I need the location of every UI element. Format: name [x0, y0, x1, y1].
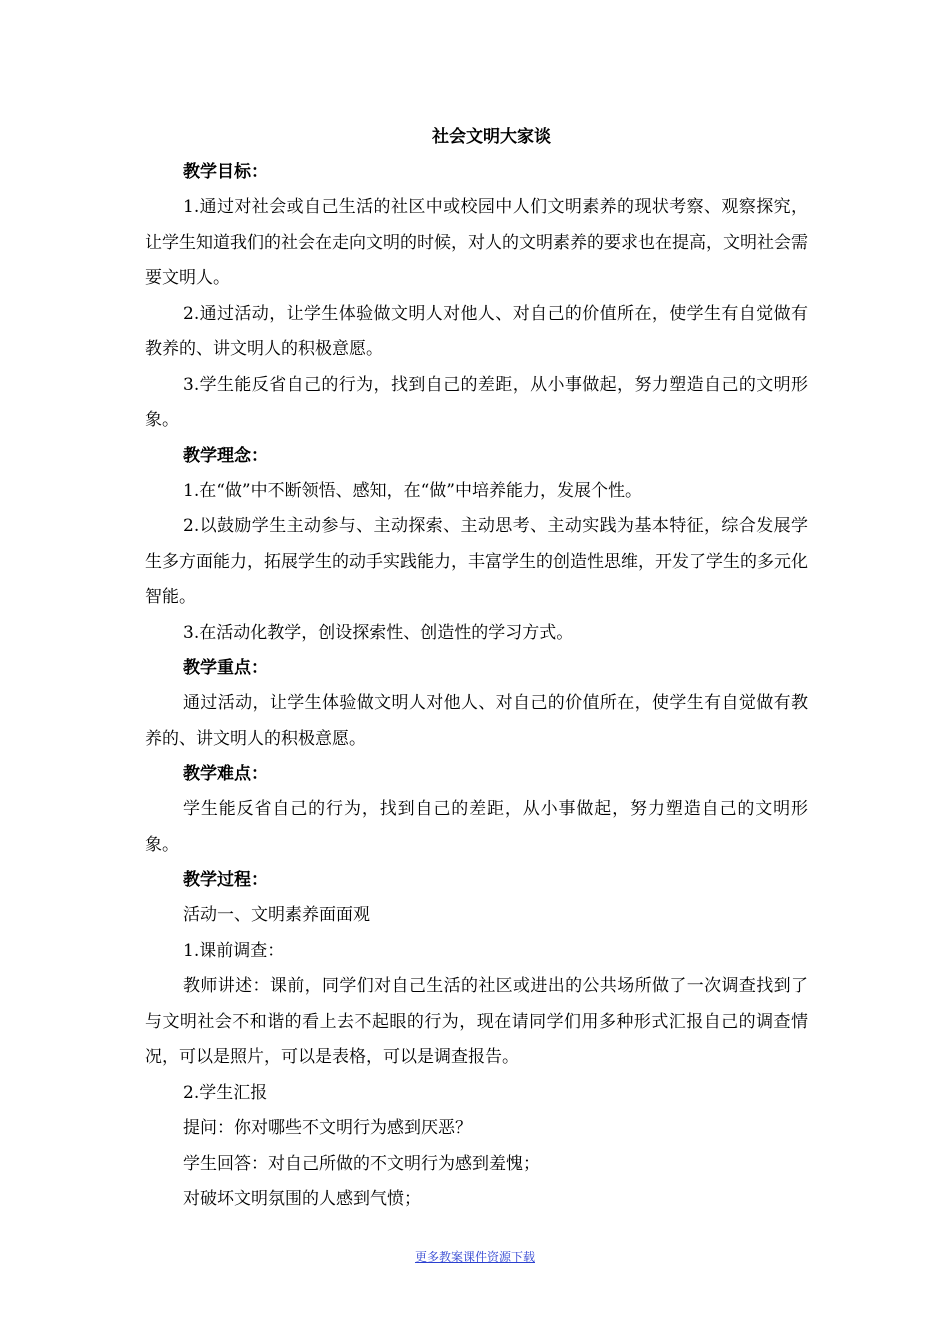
paragraph: 2.以鼓励学生主动参与、主动探索、主动思考、主动实践为基本特征，综合发展学生多方面能力，拓展学生的动手实践能力，丰富学生的创造性思维，开发了学生的多元化智能。: [145, 516, 808, 607]
paragraph: 通过活动，让学生体验做文明人对他人、对自己的价值所在，使学生有自觉做有教养的、讲文明人的积极意愿。: [145, 693, 808, 749]
paragraph: 学生能反省自己的行为，找到自己的差距，从小事做起，努力塑造自己的文明形象。: [145, 799, 808, 855]
paragraph: 提问：你对哪些不文明行为感到厌恶？: [183, 1118, 472, 1138]
section-objectives: [145, 155, 808, 439]
paragraph: 1.通过对社会或自己生活的社区中或校园中人们文明素养的现状考察、观察探究，让学生知道我们的社会在走向文明的时候，对人的文明素养的要求也在提高，文明社会需要文明人。: [145, 197, 808, 288]
section-philosophy: [145, 439, 808, 652]
paragraph: 教师讲述：课前，同学们对自己生活的社区或进出的公共场所做了一次调查找到了与文明社会不和谐的看上去不起眼的行为，现在请同学们用多种形式汇报自己的调查情况，可以是照片，可以是表格，可以是调查报告。: [145, 976, 808, 1067]
paragraph: 活动一、文明素养面面观: [183, 905, 370, 925]
document-title: 社会文明大家谈: [432, 127, 551, 147]
section-key-points: [145, 651, 808, 757]
paragraph: 1.在“做”中不断领悟、感知，在“做”中培养能力，发展个性。: [183, 480, 642, 501]
section-difficulties: [145, 757, 808, 863]
paragraph: 1.课前调查：: [183, 940, 285, 961]
paragraph: 2.学生汇报: [183, 1082, 268, 1103]
section-heading: 教学重点：: [183, 658, 268, 678]
section-process: [145, 863, 808, 1218]
document-body: [145, 120, 808, 1218]
paragraph: 2.通过活动，让学生体验做文明人对他人、对自己的价值所在，使学生有自觉做有教养的、讲文明人的积极意愿。: [145, 303, 808, 359]
paragraph: 对破坏文明氛围的人感到气愤；: [183, 1189, 421, 1209]
section-heading: 教学理念：: [183, 445, 268, 466]
resource-download-link[interactable]: 更多教案课件资源下载: [414, 1250, 535, 1264]
page-footer: [0, 1249, 950, 1265]
paragraph: 学生回答：对自己所做的不文明行为感到羞愧；: [183, 1153, 540, 1174]
section-heading: 教学过程：: [183, 870, 268, 890]
section-heading: 教学难点：: [183, 764, 268, 784]
paragraph: 3.在活动化教学，创设探索性、创造性的学习方式。: [183, 622, 574, 643]
paragraph: 3.学生能反省自己的行为，找到自己的差距，从小事做起，努力塑造自己的文明形象。: [145, 374, 808, 430]
section-heading: 教学目标：: [183, 162, 268, 182]
